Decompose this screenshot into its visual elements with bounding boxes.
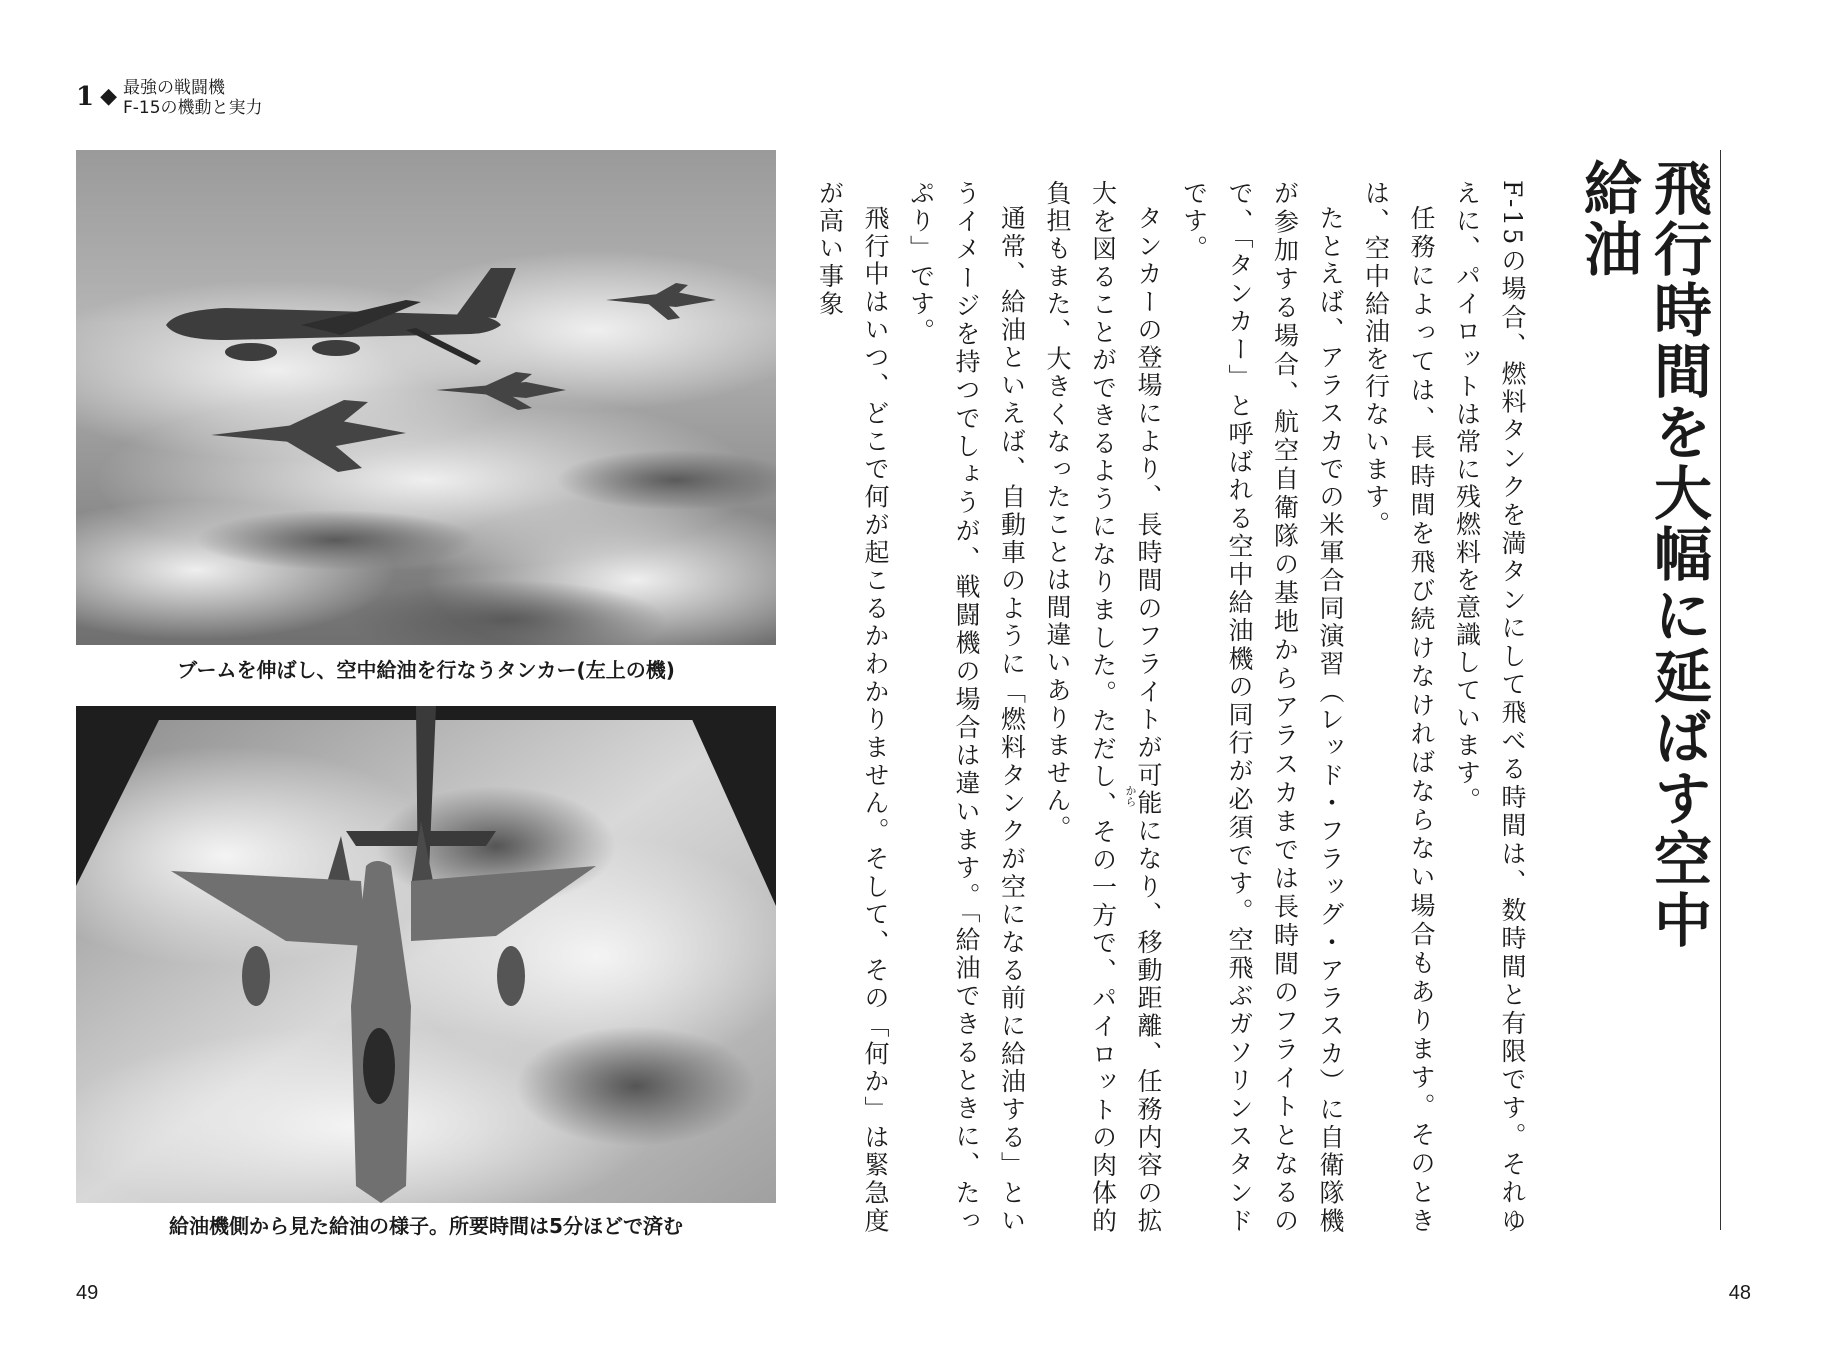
heading-rule (1720, 150, 1721, 1230)
paragraph-3: たとえば、アラスカでの米軍合同演習（レッド・フラッグ・アラスカ）に自衛隊機が参加する場合、航空自衛隊の基地からアラスカまでは長時間のフライトとなるので、「タンカー」と呼ばれる空中給油機の同行が必須です。空飛ぶガソリンスタンドです。 (1179, 180, 1345, 1235)
photo2-caption: 給油機側から見た給油の様子。所要時間は5分ほどで済む (169, 1214, 683, 1238)
boom-refueling-photo (76, 706, 776, 1203)
chapter-title (123, 78, 263, 118)
chapter-number: 1 (76, 82, 95, 112)
chapter-header (76, 78, 263, 118)
paragraph-1: F-15の場合、燃料タンクを満タンにして飛べる時間は、数時間と有限です。それゆえに、パイロットは常に残燃料を意識しています。 (1452, 180, 1527, 1235)
page-number-right: 48 (1728, 1282, 1751, 1304)
chapter-title-line1: 最強の戦闘機 (123, 78, 226, 98)
refueling-formation-photo (76, 150, 776, 645)
diamond-icon: ◆ (100, 84, 118, 109)
paragraph-4: タンカーの登場により、長時間のフライトが可能になり、移動距離、任務内容の拡大を図ることができるようになりました。ただし、その一方で、パイロットの肉体的負担もまた、大きくなったことは間違いありません。 (1043, 180, 1163, 1235)
paragraph-6: 飛行中はいつ、どこで何が起こるかわかりません。そして、その「何か」は緊急度が高い事象 (815, 180, 890, 1235)
body-text (815, 180, 1535, 1235)
paragraph-5: 通常、給油といえば、自動車のように「燃料タンクが空になる前に給油する」というイメージを持つでしょうが、戦闘機の場合は違います。「給油できるときに、たっぷり」です。 (906, 180, 1027, 1235)
page-number-left: 49 (76, 1282, 99, 1304)
paragraph-2: 任務によっては、長時間を飛び続けなければならない場合もあります。そのときは、空中給油を行ないます。 (1361, 180, 1436, 1235)
section-heading: 飛行時間を大幅に延ばす空中給油 (1574, 158, 1712, 951)
chapter-title-line2: F-15の機動と実力 (123, 98, 263, 118)
photo1-caption: ブームを伸ばし、空中給油を行なうタンカー(左上の機) (177, 658, 675, 682)
ruby-note: から (1124, 785, 1137, 807)
